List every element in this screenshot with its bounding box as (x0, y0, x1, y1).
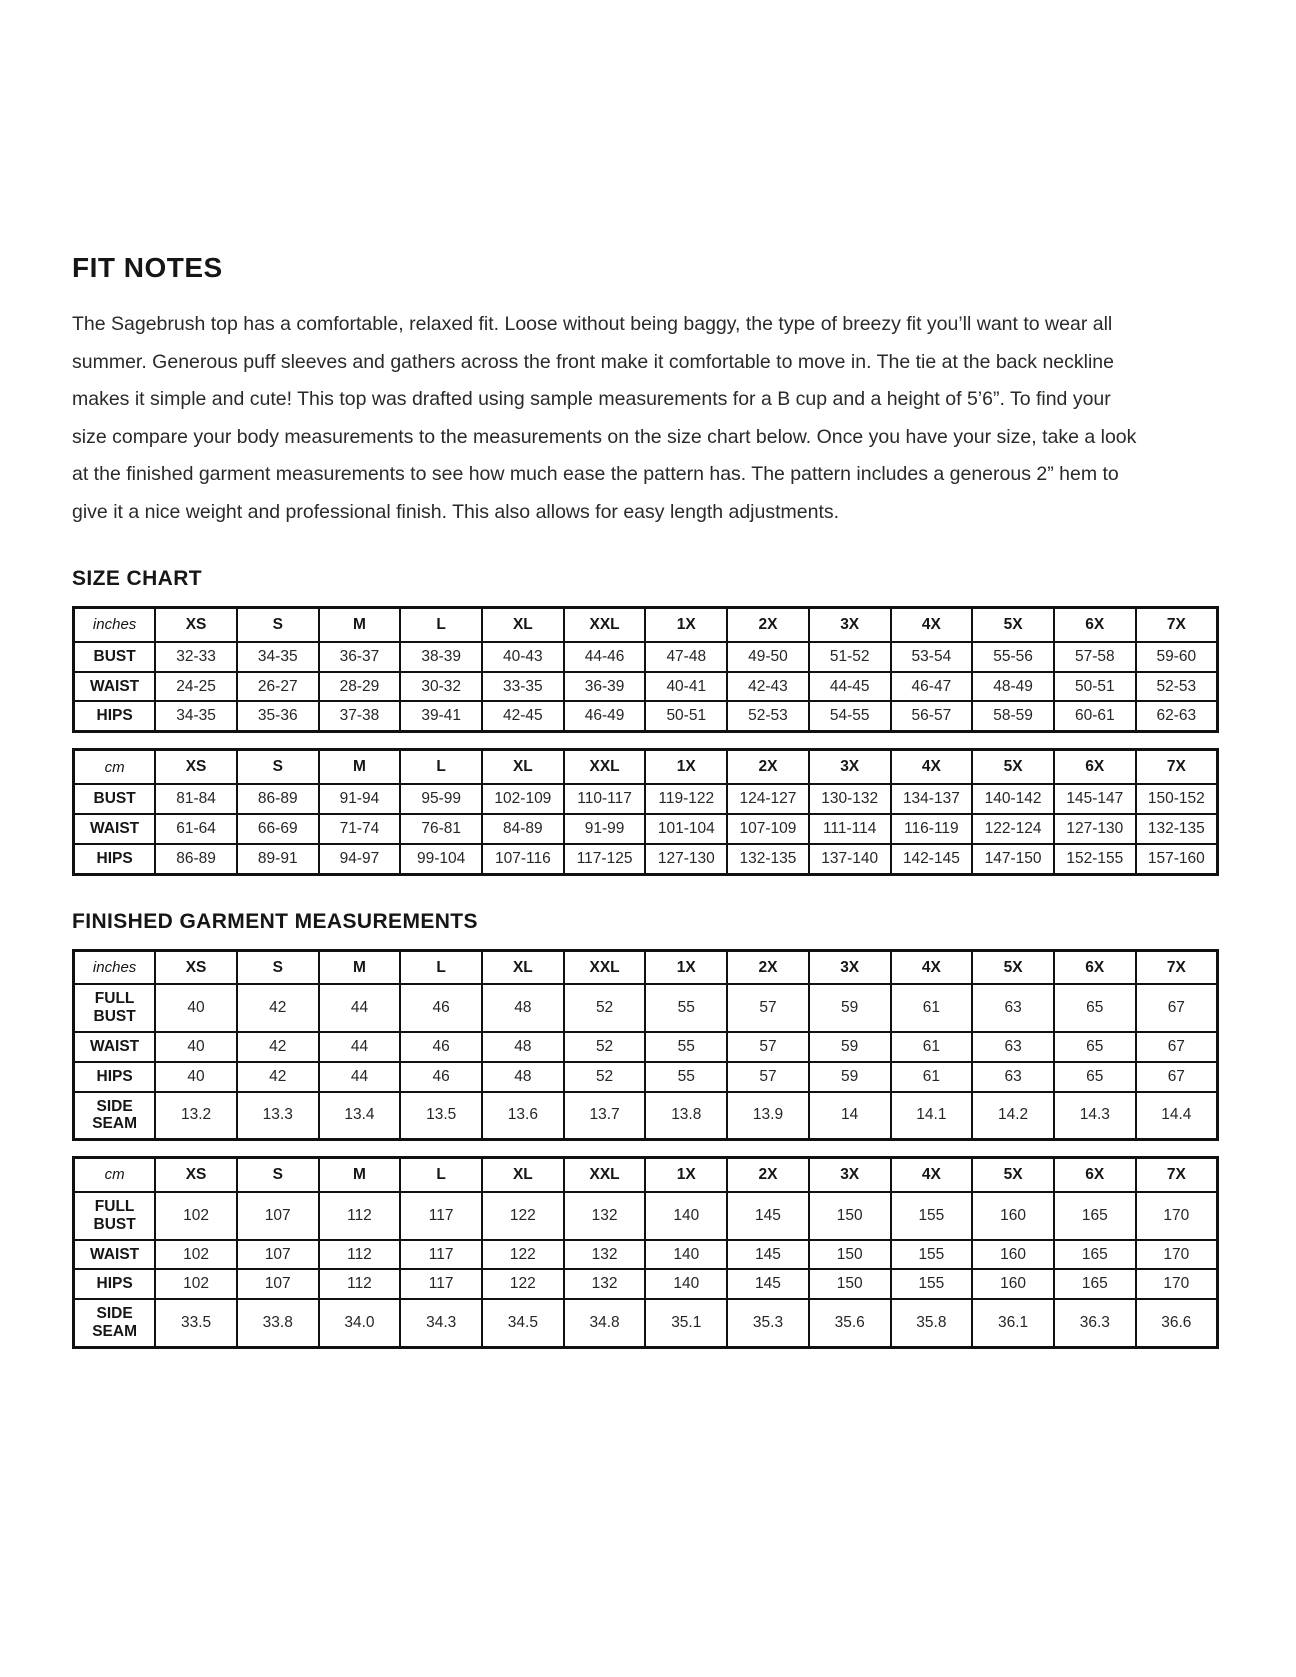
measurement-cell: 42 (237, 1062, 319, 1092)
measurement-cell: 124-127 (727, 784, 809, 814)
row-label: SIDE SEAM (74, 1092, 156, 1140)
size-header-xl: XL (482, 608, 564, 642)
measurement-cell: 50-51 (645, 701, 727, 731)
measurement-cell: 26-27 (237, 672, 319, 702)
measurement-cell: 81-84 (155, 784, 237, 814)
row-label: BUST (74, 784, 156, 814)
measurement-cell: 84-89 (482, 814, 564, 844)
measurement-cell: 132-135 (727, 844, 809, 874)
measurement-cell: 150 (809, 1269, 891, 1299)
measurement-cell: 155 (891, 1240, 973, 1270)
measurement-cell: 116-119 (891, 814, 973, 844)
measurement-cell: 33-35 (482, 672, 564, 702)
measurement-cell: 38-39 (400, 642, 482, 672)
measurement-cell: 170 (1136, 1269, 1218, 1299)
size-header-1x: 1X (645, 950, 727, 984)
measurement-cell: 13.8 (645, 1092, 727, 1140)
measurement-cell: 52 (564, 1062, 646, 1092)
size-header-4x: 4X (891, 950, 973, 984)
measurement-cell: 142-145 (891, 844, 973, 874)
measurement-cell: 112 (319, 1269, 401, 1299)
size-header-xxl: XXL (564, 750, 646, 784)
measurement-cell: 71-74 (319, 814, 401, 844)
measurement-cell: 57-58 (1054, 642, 1136, 672)
measurement-cell: 42 (237, 1032, 319, 1062)
measurement-cell: 52 (564, 984, 646, 1032)
measurement-cell: 140-142 (972, 784, 1054, 814)
measurement-cell: 52-53 (727, 701, 809, 731)
measurement-cell: 91-94 (319, 784, 401, 814)
measurement-row (74, 784, 1218, 814)
measurement-cell: 101-104 (645, 814, 727, 844)
size-header-xl: XL (482, 950, 564, 984)
measurement-cell: 95-99 (400, 784, 482, 814)
measurement-cell: 145 (727, 1240, 809, 1270)
measurement-cell: 13.5 (400, 1092, 482, 1140)
measurement-cell: 44-45 (809, 672, 891, 702)
measurement-cell: 165 (1054, 1240, 1136, 1270)
measurement-cell: 13.3 (237, 1092, 319, 1140)
measurement-cell: 40-43 (482, 642, 564, 672)
size-header-2x: 2X (727, 950, 809, 984)
measurement-cell: 55-56 (972, 642, 1054, 672)
measurement-cell: 53-54 (891, 642, 973, 672)
measurement-cell: 35.3 (727, 1299, 809, 1347)
header-row (74, 750, 1218, 784)
measurement-cell: 145 (727, 1269, 809, 1299)
measurement-cell: 51-52 (809, 642, 891, 672)
measurement-cell: 60-61 (1054, 701, 1136, 731)
measurement-cell: 63 (972, 1062, 1054, 1092)
measurement-row (74, 984, 1218, 1032)
measurement-cell: 61-64 (155, 814, 237, 844)
measurement-cell: 36-37 (319, 642, 401, 672)
measurement-cell: 61 (891, 1032, 973, 1062)
measurement-cell: 122 (482, 1192, 564, 1240)
measurement-cell: 86-89 (237, 784, 319, 814)
measurement-cell: 76-81 (400, 814, 482, 844)
measurement-cell: 140 (645, 1240, 727, 1270)
measurement-cell: 102 (155, 1269, 237, 1299)
measurement-cell: 99-104 (400, 844, 482, 874)
size-header-m: M (319, 1158, 401, 1192)
measurement-cell: 52 (564, 1032, 646, 1062)
size-chart-cm-table-container (72, 748, 1220, 875)
fit-notes-paragraph: The Sagebrush top has a comfortable, relaxed fit. Loose without being baggy, the type of breezy fit you’ll want to wear all summer. Generous puff sleeves and gathers across the front make it comfortable to move in. The tie at the back neckline makes it simple and cute! This top was drafted using sample measurements for a B cup and a height of 5’6”. To find your size compare your body measurements to the measurements on the size chart below. Once you have your size, take a look at the finished garment measurements to see how much ease the pattern has. The pattern includes a generous 2” hem to give it a nice weight and professional finish. This also allows for easy length adjustments. (72, 313, 1137, 523)
measurement-cell: 110-117 (564, 784, 646, 814)
measurement-cell: 57 (727, 984, 809, 1032)
measurement-cell: 40 (155, 984, 237, 1032)
measurement-cell: 170 (1136, 1240, 1218, 1270)
measurement-cell: 67 (1136, 984, 1218, 1032)
size-header-m: M (319, 750, 401, 784)
size-header-s: S (237, 750, 319, 784)
measurement-cell: 112 (319, 1240, 401, 1270)
measurement-cell: 24-25 (155, 672, 237, 702)
finished-garment-inches-table (72, 949, 1219, 1142)
measurement-cell: 122-124 (972, 814, 1054, 844)
measurement-cell: 137-140 (809, 844, 891, 874)
measurement-cell: 35.1 (645, 1299, 727, 1347)
size-header-xxl: XXL (564, 1158, 646, 1192)
measurement-cell: 150 (809, 1192, 891, 1240)
size-header-6x: 6X (1054, 1158, 1136, 1192)
measurement-cell: 13.9 (727, 1092, 809, 1140)
measurement-cell: 170 (1136, 1192, 1218, 1240)
size-header-s: S (237, 1158, 319, 1192)
measurement-cell: 52-53 (1136, 672, 1218, 702)
measurement-cell: 119-122 (645, 784, 727, 814)
measurement-cell: 57 (727, 1062, 809, 1092)
size-header-1x: 1X (645, 1158, 727, 1192)
size-header-4x: 4X (891, 608, 973, 642)
measurement-cell: 48-49 (972, 672, 1054, 702)
measurement-cell: 134-137 (891, 784, 973, 814)
measurement-row (74, 1062, 1218, 1092)
finished-garment-inches-table-container (72, 949, 1220, 1142)
measurement-cell: 152-155 (1054, 844, 1136, 874)
size-header-6x: 6X (1054, 608, 1136, 642)
measurement-cell: 132 (564, 1269, 646, 1299)
measurement-row (74, 1299, 1218, 1347)
row-label: FULL BUST (74, 1192, 156, 1240)
measurement-cell: 65 (1054, 1032, 1136, 1062)
measurement-cell: 34.5 (482, 1299, 564, 1347)
measurement-cell: 140 (645, 1192, 727, 1240)
measurement-cell: 46 (400, 1062, 482, 1092)
measurement-cell: 165 (1054, 1269, 1136, 1299)
measurement-cell: 67 (1136, 1062, 1218, 1092)
measurement-cell: 44 (319, 984, 401, 1032)
size-header-7x: 7X (1136, 950, 1218, 984)
measurement-cell: 14.1 (891, 1092, 973, 1140)
size-header-5x: 5X (972, 950, 1054, 984)
measurement-cell: 117 (400, 1240, 482, 1270)
row-label: SIDE SEAM (74, 1299, 156, 1347)
measurement-cell: 160 (972, 1192, 1054, 1240)
measurement-cell: 47-48 (645, 642, 727, 672)
size-header-5x: 5X (972, 1158, 1054, 1192)
row-label: WAIST (74, 1240, 156, 1270)
measurement-cell: 30-32 (400, 672, 482, 702)
size-header-6x: 6X (1054, 750, 1136, 784)
measurement-cell: 107 (237, 1192, 319, 1240)
size-chart-cm-table (72, 748, 1219, 875)
fit-notes-heading: FIT NOTES (72, 252, 223, 283)
measurement-cell: 65 (1054, 984, 1136, 1032)
measurement-cell: 42 (237, 984, 319, 1032)
measurement-cell: 91-99 (564, 814, 646, 844)
measurement-cell: 145 (727, 1192, 809, 1240)
size-header-7x: 7X (1136, 1158, 1218, 1192)
size-header-l: L (400, 750, 482, 784)
measurement-cell: 62-63 (1136, 701, 1218, 731)
header-row (74, 1158, 1218, 1192)
measurement-cell: 147-150 (972, 844, 1054, 874)
measurement-cell: 48 (482, 1062, 564, 1092)
measurement-cell: 48 (482, 1032, 564, 1062)
size-header-6x: 6X (1054, 950, 1136, 984)
size-header-5x: 5X (972, 750, 1054, 784)
unit-label: inches (74, 950, 156, 984)
measurement-cell: 107-116 (482, 844, 564, 874)
row-label: BUST (74, 642, 156, 672)
measurement-cell: 155 (891, 1192, 973, 1240)
size-header-4x: 4X (891, 1158, 973, 1192)
measurement-cell: 102-109 (482, 784, 564, 814)
measurement-cell: 34.0 (319, 1299, 401, 1347)
measurement-cell: 14 (809, 1092, 891, 1140)
size-header-1x: 1X (645, 750, 727, 784)
measurement-cell: 55 (645, 984, 727, 1032)
measurement-cell: 86-89 (155, 844, 237, 874)
row-label: HIPS (74, 1062, 156, 1092)
measurement-cell: 36.6 (1136, 1299, 1218, 1347)
measurement-cell: 40 (155, 1032, 237, 1062)
measurement-cell: 127-130 (645, 844, 727, 874)
measurement-cell: 55 (645, 1032, 727, 1062)
size-header-7x: 7X (1136, 750, 1218, 784)
size-header-m: M (319, 950, 401, 984)
size-header-s: S (237, 608, 319, 642)
measurement-row (74, 1192, 1218, 1240)
measurement-cell: 13.6 (482, 1092, 564, 1140)
measurement-cell: 46-47 (891, 672, 973, 702)
size-header-3x: 3X (809, 1158, 891, 1192)
finished-garment-heading: FINISHED GARMENT MEASUREMENTS (72, 909, 478, 933)
measurement-cell: 117 (400, 1269, 482, 1299)
size-header-4x: 4X (891, 750, 973, 784)
size-chart-inches-table-container (72, 606, 1220, 733)
row-label: WAIST (74, 672, 156, 702)
size-header-l: L (400, 1158, 482, 1192)
measurement-cell: 130-132 (809, 784, 891, 814)
measurement-cell: 50-51 (1054, 672, 1136, 702)
measurement-cell: 61 (891, 1062, 973, 1092)
measurement-cell: 34.3 (400, 1299, 482, 1347)
measurement-cell: 61 (891, 984, 973, 1032)
page-content (72, 252, 1220, 1364)
measurement-cell: 40-41 (645, 672, 727, 702)
row-label: WAIST (74, 1032, 156, 1062)
measurement-cell: 14.4 (1136, 1092, 1218, 1140)
size-header-xs: XS (155, 1158, 237, 1192)
measurement-row (74, 1240, 1218, 1270)
measurement-cell: 63 (972, 1032, 1054, 1062)
measurement-cell: 36.1 (972, 1299, 1054, 1347)
measurement-cell: 40 (155, 1062, 237, 1092)
measurement-cell: 150-152 (1136, 784, 1218, 814)
row-label: WAIST (74, 814, 156, 844)
measurement-cell: 155 (891, 1269, 973, 1299)
measurement-cell: 13.7 (564, 1092, 646, 1140)
unit-label: cm (74, 1158, 156, 1192)
size-header-m: M (319, 608, 401, 642)
measurement-cell: 13.2 (155, 1092, 237, 1140)
measurement-cell: 46 (400, 984, 482, 1032)
measurement-cell: 132 (564, 1192, 646, 1240)
measurement-cell: 37-38 (319, 701, 401, 731)
unit-label: inches (74, 608, 156, 642)
measurement-cell: 112 (319, 1192, 401, 1240)
measurement-cell: 44-46 (564, 642, 646, 672)
measurement-cell: 111-114 (809, 814, 891, 844)
measurement-cell: 117 (400, 1192, 482, 1240)
measurement-cell: 36.3 (1054, 1299, 1136, 1347)
measurement-cell: 49-50 (727, 642, 809, 672)
measurement-cell: 33.5 (155, 1299, 237, 1347)
measurement-cell: 33.8 (237, 1299, 319, 1347)
size-header-s: S (237, 950, 319, 984)
measurement-cell: 48 (482, 984, 564, 1032)
measurement-cell: 122 (482, 1269, 564, 1299)
measurement-cell: 160 (972, 1240, 1054, 1270)
measurement-cell: 59 (809, 1062, 891, 1092)
measurement-cell: 36-39 (564, 672, 646, 702)
measurement-row (74, 672, 1218, 702)
unit-label: cm (74, 750, 156, 784)
measurement-cell: 94-97 (319, 844, 401, 874)
measurement-cell: 57 (727, 1032, 809, 1062)
measurement-row (74, 1032, 1218, 1062)
size-header-2x: 2X (727, 750, 809, 784)
measurement-cell: 46-49 (564, 701, 646, 731)
measurement-row (74, 844, 1218, 874)
measurement-row (74, 642, 1218, 672)
measurement-cell: 127-130 (1054, 814, 1136, 844)
header-row (74, 608, 1218, 642)
finished-garment-cm-table-container (72, 1156, 1220, 1349)
measurement-cell: 42-43 (727, 672, 809, 702)
measurement-cell: 132-135 (1136, 814, 1218, 844)
measurement-cell: 65 (1054, 1062, 1136, 1092)
measurement-cell: 14.2 (972, 1092, 1054, 1140)
measurement-row (74, 1092, 1218, 1140)
size-header-3x: 3X (809, 950, 891, 984)
measurement-row (74, 1269, 1218, 1299)
size-header-5x: 5X (972, 608, 1054, 642)
measurement-cell: 160 (972, 1269, 1054, 1299)
size-header-xs: XS (155, 750, 237, 784)
measurement-cell: 102 (155, 1240, 237, 1270)
measurement-cell: 102 (155, 1192, 237, 1240)
measurement-cell: 132 (564, 1240, 646, 1270)
size-chart-inches-table (72, 606, 1219, 733)
measurement-cell: 32-33 (155, 642, 237, 672)
size-header-1x: 1X (645, 608, 727, 642)
size-header-7x: 7X (1136, 608, 1218, 642)
size-header-3x: 3X (809, 608, 891, 642)
measurement-cell: 54-55 (809, 701, 891, 731)
finished-garment-cm-table (72, 1156, 1219, 1349)
measurement-cell: 117-125 (564, 844, 646, 874)
measurement-cell: 56-57 (891, 701, 973, 731)
measurement-cell: 150 (809, 1240, 891, 1270)
measurement-cell: 35.8 (891, 1299, 973, 1347)
measurement-cell: 35-36 (237, 701, 319, 731)
measurement-cell: 157-160 (1136, 844, 1218, 874)
measurement-cell: 35.6 (809, 1299, 891, 1347)
measurement-cell: 107-109 (727, 814, 809, 844)
measurement-cell: 55 (645, 1062, 727, 1092)
measurement-cell: 107 (237, 1269, 319, 1299)
measurement-cell: 42-45 (482, 701, 564, 731)
measurement-cell: 39-41 (400, 701, 482, 731)
size-header-l: L (400, 950, 482, 984)
measurement-cell: 44 (319, 1032, 401, 1062)
row-label: FULL BUST (74, 984, 156, 1032)
row-label: HIPS (74, 701, 156, 731)
measurement-cell: 66-69 (237, 814, 319, 844)
size-header-2x: 2X (727, 608, 809, 642)
measurement-cell: 59-60 (1136, 642, 1218, 672)
measurement-cell: 34.8 (564, 1299, 646, 1347)
size-header-xs: XS (155, 950, 237, 984)
size-header-xxl: XXL (564, 950, 646, 984)
measurement-row (74, 701, 1218, 731)
measurement-cell: 165 (1054, 1192, 1136, 1240)
size-header-xl: XL (482, 750, 564, 784)
size-chart-heading: SIZE CHART (72, 567, 202, 590)
measurement-cell: 34-35 (155, 701, 237, 731)
measurement-cell: 13.4 (319, 1092, 401, 1140)
measurement-cell: 107 (237, 1240, 319, 1270)
measurement-cell: 34-35 (237, 642, 319, 672)
measurement-cell: 63 (972, 984, 1054, 1032)
row-label: HIPS (74, 844, 156, 874)
measurement-cell: 59 (809, 984, 891, 1032)
measurement-cell: 122 (482, 1240, 564, 1270)
row-label: HIPS (74, 1269, 156, 1299)
header-row (74, 950, 1218, 984)
size-header-xxl: XXL (564, 608, 646, 642)
measurement-cell: 67 (1136, 1032, 1218, 1062)
measurement-cell: 58-59 (972, 701, 1054, 731)
measurement-cell: 14.3 (1054, 1092, 1136, 1140)
size-header-l: L (400, 608, 482, 642)
measurement-cell: 140 (645, 1269, 727, 1299)
size-header-xl: XL (482, 1158, 564, 1192)
measurement-cell: 145-147 (1054, 784, 1136, 814)
size-header-2x: 2X (727, 1158, 809, 1192)
measurement-cell: 59 (809, 1032, 891, 1062)
measurement-row (74, 814, 1218, 844)
measurement-cell: 46 (400, 1032, 482, 1062)
size-header-xs: XS (155, 608, 237, 642)
size-header-3x: 3X (809, 750, 891, 784)
measurement-cell: 28-29 (319, 672, 401, 702)
measurement-cell: 44 (319, 1062, 401, 1092)
measurement-cell: 89-91 (237, 844, 319, 874)
